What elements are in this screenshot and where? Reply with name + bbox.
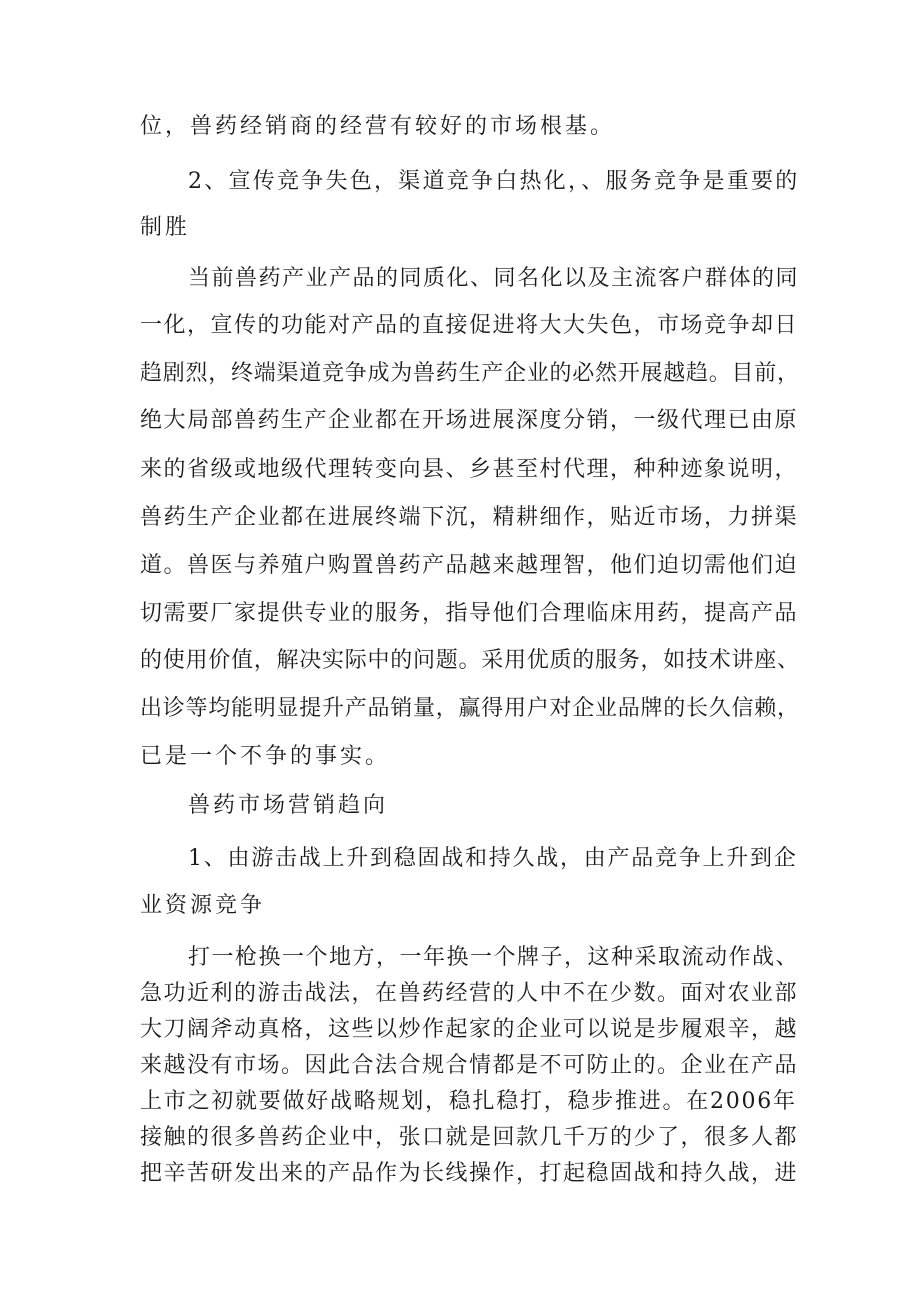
paragraph-line: 一化，宣传的功能对产品的直接促进将大大失色，市场竞争却日	[140, 313, 799, 338]
paragraph-line: 当前兽药产业产品的同质化、同名化以及主流客户群体的同	[188, 266, 800, 291]
paragraph-line: 绝大局部兽药生产企业都在开场进展深度分销，一级代理已由原	[140, 408, 799, 433]
paragraph-line: 道。兽医与养殖户购置兽药产品越来越理智，他们迫切需他们迫	[140, 553, 799, 578]
paragraph-line: 位，兽药经销商的经营有较好的市场根基。	[140, 114, 616, 139]
paragraph-line: 已是一个不争的事实。	[140, 744, 391, 769]
paragraph-line: 切需要厂家提供专业的服务，指导他们合理临床用药，提高产品	[140, 601, 799, 626]
paragraph-line: 把辛苦研发出来的产品作为长线操作，打起稳固战和持久战，进	[140, 1161, 799, 1186]
paragraph-line: 打一枪换一个地方，一年换一个牌子，这种采取流动作战、	[188, 945, 800, 970]
section-heading: 兽药市场营销趋向	[188, 793, 389, 818]
paragraph-line: 来越没有市场。因此合法合规合情都是不可防止的。企业在产品	[140, 1053, 799, 1078]
paragraph-line: 来的省级或地级代理转变向县、乡甚至村代理，种种迹象说明，	[140, 457, 799, 482]
section-heading: 2、宣传竞争失色，渠道竞争白热化，、服务竞争是重要的	[188, 169, 800, 194]
paragraph-line: 急功近利的游击战法，在兽药经营的人中不在少数。面对农业部	[140, 981, 799, 1006]
paragraph-line: 上市之初就要做好战略规划，稳扎稳打，稳步推进。在2006年	[140, 1089, 797, 1114]
section-heading: 1、由游击战上升到稳固战和持久战，由产品竞争上升到企	[188, 846, 798, 871]
section-heading: 业资源竞争	[140, 893, 266, 918]
section-heading: 制胜	[140, 215, 191, 240]
paragraph-line: 兽药生产企业都在进展终端下沉，精耕细作，贴近市场，力拼渠	[140, 505, 799, 530]
paragraph-line: 的使用价值，解决实际中的问题。采用优质的服务，如技术讲座、	[140, 648, 800, 673]
paragraph-line: 趋剧烈，终端渠道竞争成为兽药生产企业的必然开展越趋。目前，	[140, 361, 800, 386]
paragraph-line: 接触的很多兽药企业中，张口就是回款几千万的少了，很多人都	[140, 1125, 799, 1150]
paragraph-line: 大刀阔斧动真格，这些以炒作起家的企业可以说是步履艰辛，越	[140, 1017, 799, 1042]
paragraph-line: 出诊等均能明显提升产品销量，赢得用户对企业品牌的长久信赖，	[140, 696, 800, 721]
